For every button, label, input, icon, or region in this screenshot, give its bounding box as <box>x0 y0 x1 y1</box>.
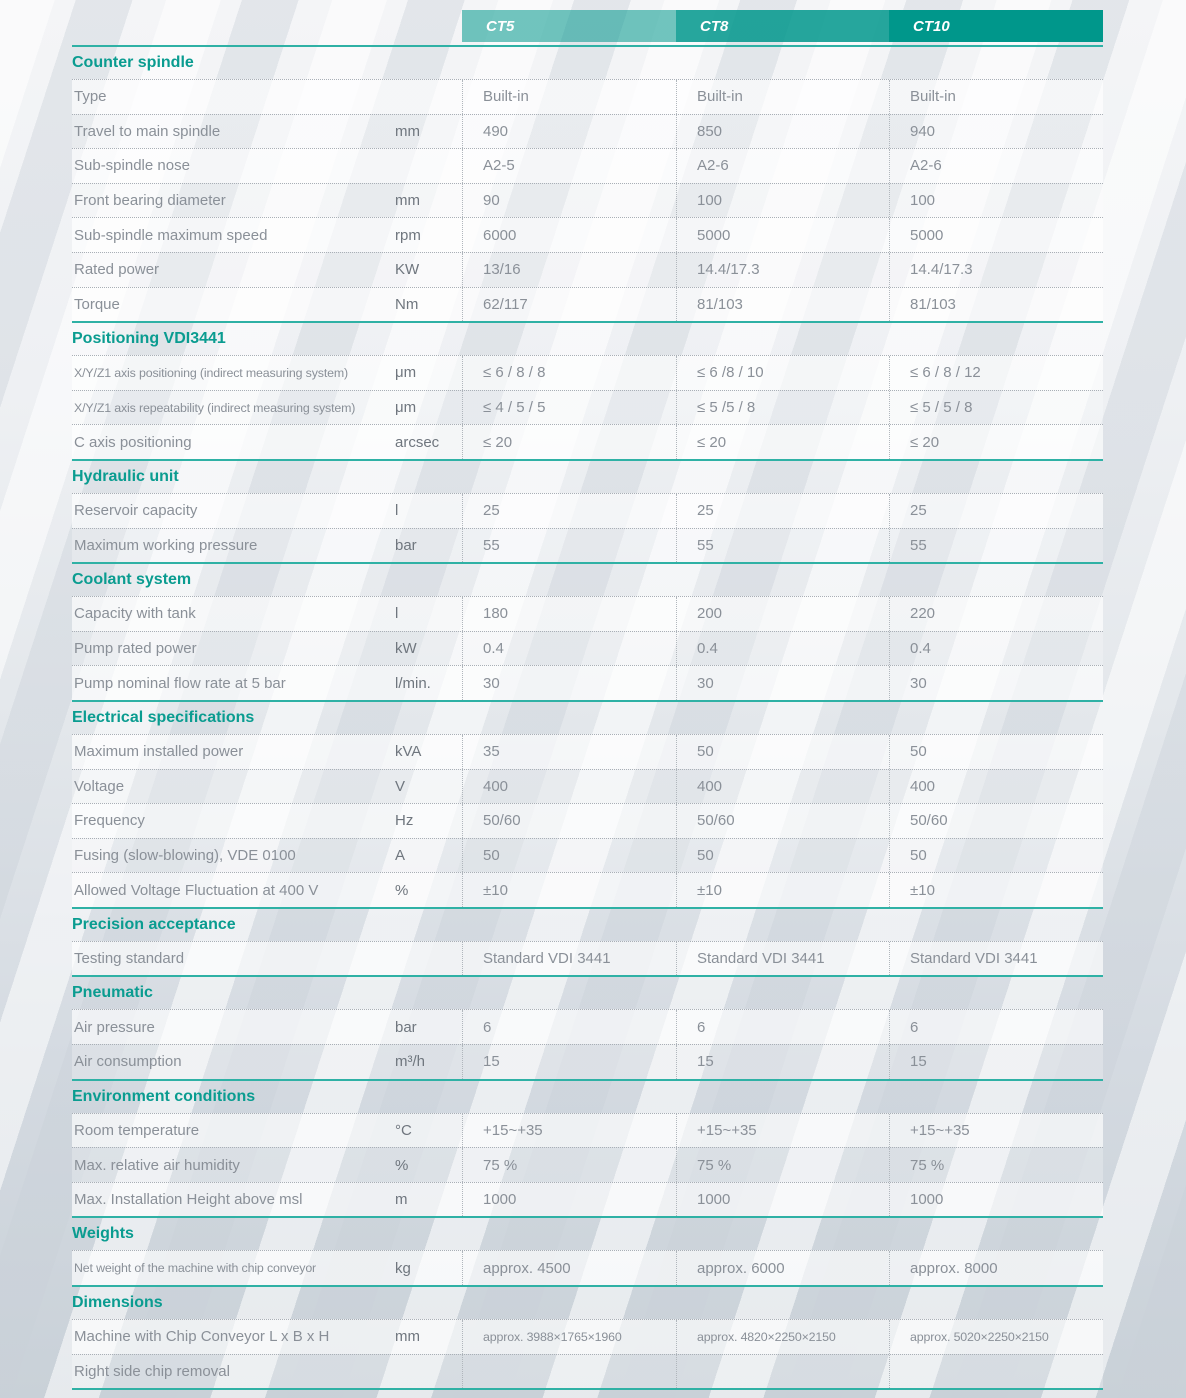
column-header-ct8 <box>676 10 889 42</box>
table-row <box>72 631 1103 666</box>
row-unit: m³/h <box>395 1053 425 1071</box>
row-unit: KW <box>395 261 420 279</box>
table-row <box>72 1319 1103 1354</box>
row-unit: V <box>395 777 406 795</box>
row-value-ct5: approx. 4500 <box>462 1251 676 1285</box>
table-row <box>72 1009 1103 1044</box>
row-unit: mm <box>395 192 420 210</box>
row-value-ct8: 14.4/17.3 <box>676 253 889 287</box>
row-label: Reservoir capacity <box>74 502 198 520</box>
spec-section <box>72 702 1103 909</box>
spec-section <box>72 461 1103 564</box>
row-unit: rpm <box>395 226 421 244</box>
row-value-ct10: ≤ 6 / 8 / 12 <box>889 356 1103 390</box>
row-unit: A <box>395 846 406 864</box>
row-value-ct5: 400 <box>462 770 676 804</box>
row-unit: μm <box>395 364 417 382</box>
row-value-ct5: 50/60 <box>462 804 676 838</box>
row-label: Voltage <box>74 777 125 795</box>
row-value-ct10: 220 <box>889 597 1103 631</box>
row-value-ct8: 30 <box>676 666 889 700</box>
row-label: Max. Installation Height above msl <box>74 1191 303 1209</box>
row-value-ct8: 50/60 <box>676 804 889 838</box>
row-value-ct8: 50 <box>676 839 889 873</box>
row-value-ct8: approx. 6000 <box>676 1251 889 1285</box>
row-value-ct8: 6 <box>676 1010 889 1044</box>
row-unit: l/min. <box>395 674 431 692</box>
column-header-ct10 <box>889 10 1103 42</box>
section-title: Coolant system <box>72 571 192 589</box>
row-value-ct8 <box>676 1355 889 1389</box>
row-value-ct10: 50 <box>889 839 1103 873</box>
row-value-ct5: 1000 <box>462 1183 676 1217</box>
table-row <box>72 390 1103 425</box>
row-value-ct5: ±10 <box>462 873 676 907</box>
row-value-ct10: approx. 5020×2250×2150 <box>889 1320 1103 1354</box>
table-row <box>72 769 1103 804</box>
section-title: Hydraulic unit <box>72 467 179 485</box>
row-value-ct10: 30 <box>889 666 1103 700</box>
row-unit: Hz <box>395 812 414 830</box>
row-label: Pump nominal flow rate at 5 bar <box>74 674 286 692</box>
row-label: Maximum working pressure <box>74 536 258 554</box>
row-label: Air consumption <box>74 1053 182 1071</box>
row-unit: kVA <box>395 743 422 761</box>
row-label: Front bearing diameter <box>74 192 226 210</box>
row-unit <box>395 942 462 976</box>
row-value-ct5: ≤ 20 <box>462 425 676 459</box>
row-value-ct5: 6 <box>462 1010 676 1044</box>
row-unit: l <box>395 605 399 623</box>
spec-section <box>72 47 1103 323</box>
column-header-ct5 <box>462 10 676 42</box>
table-row <box>72 252 1103 287</box>
row-value-ct10: 50/60 <box>889 804 1103 838</box>
row-label: Allowed Voltage Fluctuation at 400 V <box>74 881 319 899</box>
row-value-ct10: 400 <box>889 770 1103 804</box>
row-value-ct10: 100 <box>889 184 1103 218</box>
row-value-ct10: ±10 <box>889 873 1103 907</box>
row-unit: m <box>395 1191 408 1209</box>
row-value-ct10: ≤ 20 <box>889 425 1103 459</box>
row-value-ct10 <box>889 1355 1103 1389</box>
section-title: Precision acceptance <box>72 915 236 933</box>
row-value-ct5: 15 <box>462 1045 676 1079</box>
row-value-ct8: 5000 <box>676 218 889 252</box>
column-header-ct5-label: CT5 <box>486 17 515 35</box>
row-label: X/Y/Z1 axis positioning (indirect measuring system) <box>74 365 349 380</box>
row-unit: kW <box>395 640 417 658</box>
table-row <box>72 596 1103 631</box>
row-value-ct5: ≤ 6 / 8 / 8 <box>462 356 676 390</box>
column-header-ct10-label: CT10 <box>913 17 950 35</box>
table-row <box>72 803 1103 838</box>
spec-section <box>72 323 1103 461</box>
row-label: Air pressure <box>74 1018 155 1036</box>
row-value-ct10: 940 <box>889 115 1103 149</box>
row-value-ct8: 25 <box>676 494 889 528</box>
row-label: Right side chip removal <box>74 1362 230 1380</box>
row-value-ct10: 14.4/17.3 <box>889 253 1103 287</box>
section-title: Pneumatic <box>72 984 153 1002</box>
row-value-ct8: 15 <box>676 1045 889 1079</box>
row-value-ct5: Built-in <box>462 80 676 114</box>
row-value-ct5: 50 <box>462 839 676 873</box>
row-value-ct8: 850 <box>676 115 889 149</box>
row-value-ct10: approx. 8000 <box>889 1251 1103 1285</box>
row-value-ct5: 6000 <box>462 218 676 252</box>
table-row <box>72 838 1103 873</box>
row-value-ct10: 55 <box>889 529 1103 563</box>
row-value-ct5: A2-5 <box>462 149 676 183</box>
row-label: Travel to main spindle <box>74 122 221 140</box>
row-label: Sub-spindle nose <box>74 157 190 175</box>
row-value-ct5: 490 <box>462 115 676 149</box>
row-label: Fusing (slow-blowing), VDE 0100 <box>74 846 296 864</box>
row-unit <box>395 80 462 114</box>
spec-section <box>72 977 1103 1080</box>
row-value-ct8: 55 <box>676 529 889 563</box>
row-value-ct8: Built-in <box>676 80 889 114</box>
spec-section <box>72 909 1103 978</box>
row-value-ct5: 180 <box>462 597 676 631</box>
row-value-ct5: 0.4 <box>462 632 676 666</box>
row-label: Capacity with tank <box>74 605 196 623</box>
table-row <box>72 114 1103 149</box>
row-unit: Nm <box>395 295 419 313</box>
row-value-ct5: ≤ 4 / 5 / 5 <box>462 391 676 425</box>
row-value-ct8: 0.4 <box>676 632 889 666</box>
row-value-ct10: 1000 <box>889 1183 1103 1217</box>
row-value-ct8: 1000 <box>676 1183 889 1217</box>
row-value-ct5: 30 <box>462 666 676 700</box>
row-value-ct8: ≤ 5 /5 / 8 <box>676 391 889 425</box>
row-value-ct8: 81/103 <box>676 288 889 322</box>
row-value-ct5: 25 <box>462 494 676 528</box>
row-label: Maximum installed power <box>74 743 244 761</box>
row-value-ct5: 13/16 <box>462 253 676 287</box>
row-value-ct8: ≤ 20 <box>676 425 889 459</box>
row-label: C axis positioning <box>74 433 192 451</box>
row-value-ct8: 75 % <box>676 1148 889 1182</box>
spec-table <box>72 45 1103 1390</box>
row-value-ct8: ±10 <box>676 873 889 907</box>
row-label: Type <box>74 88 107 106</box>
row-unit: arcsec <box>395 433 440 451</box>
section-title: Positioning VDI3441 <box>72 330 226 348</box>
row-value-ct10: ≤ 5 / 5 / 8 <box>889 391 1103 425</box>
row-value-ct10: 15 <box>889 1045 1103 1079</box>
row-label: Room temperature <box>74 1121 200 1139</box>
spec-section <box>72 564 1103 702</box>
row-value-ct8: +15~+35 <box>676 1114 889 1148</box>
row-value-ct10: Built-in <box>889 80 1103 114</box>
section-title: Electrical specifications <box>72 708 255 726</box>
section-title: Dimensions <box>72 1294 163 1312</box>
row-label: Pump rated power <box>74 640 197 658</box>
table-row <box>72 183 1103 218</box>
table-row <box>72 1113 1103 1148</box>
section-title: Weights <box>72 1225 134 1243</box>
row-value-ct8: Standard VDI 3441 <box>676 942 889 976</box>
table-row <box>72 355 1103 390</box>
row-value-ct5: 55 <box>462 529 676 563</box>
row-unit: % <box>395 881 409 899</box>
table-row <box>72 217 1103 252</box>
spec-section <box>72 1081 1103 1219</box>
table-row <box>72 79 1103 114</box>
table-row <box>72 493 1103 528</box>
row-label: Sub-spindle maximum speed <box>74 226 268 244</box>
row-value-ct10: 5000 <box>889 218 1103 252</box>
row-label: X/Y/Z1 axis repeatability (indirect measuring system) <box>74 400 356 415</box>
row-unit: °C <box>395 1121 412 1139</box>
row-label: Net weight of the machine with chip conveyor <box>74 1261 317 1276</box>
row-value-ct10: 81/103 <box>889 288 1103 322</box>
table-row <box>72 1250 1103 1285</box>
row-value-ct10: Standard VDI 3441 <box>889 942 1103 976</box>
row-unit: bar <box>395 536 417 554</box>
row-unit: mm <box>395 1328 420 1346</box>
row-value-ct8: approx. 4820×2250×2150 <box>676 1320 889 1354</box>
table-row <box>72 941 1103 976</box>
model-header-row <box>462 10 1103 42</box>
row-unit: kg <box>395 1259 411 1277</box>
table-row <box>72 148 1103 183</box>
row-label: Rated power <box>74 261 160 279</box>
row-label: Testing standard <box>74 950 185 968</box>
column-header-ct8-label: CT8 <box>700 17 729 35</box>
row-value-ct5: 90 <box>462 184 676 218</box>
table-row <box>72 734 1103 769</box>
row-value-ct5: 75 % <box>462 1148 676 1182</box>
row-unit: mm <box>395 122 420 140</box>
spec-section <box>72 1287 1103 1390</box>
table-row <box>72 872 1103 907</box>
row-unit: l <box>395 502 399 520</box>
section-title: Counter spindle <box>72 54 194 71</box>
spec-section <box>72 1218 1103 1287</box>
row-value-ct10: +15~+35 <box>889 1114 1103 1148</box>
row-value-ct8: 50 <box>676 735 889 769</box>
row-value-ct8: A2-6 <box>676 149 889 183</box>
row-value-ct5: approx. 3988×1765×1960 <box>462 1320 676 1354</box>
row-value-ct5: 35 <box>462 735 676 769</box>
row-value-ct8: 200 <box>676 597 889 631</box>
table-row <box>72 665 1103 700</box>
row-unit: μm <box>395 399 417 417</box>
row-label: Torque <box>74 295 120 313</box>
table-row <box>72 1044 1103 1079</box>
row-label: Max. relative air humidity <box>74 1156 240 1174</box>
row-value-ct5: +15~+35 <box>462 1114 676 1148</box>
row-label: Frequency <box>74 812 145 830</box>
table-row <box>72 528 1103 563</box>
table-row <box>72 1354 1103 1389</box>
table-row <box>72 1147 1103 1182</box>
row-unit: % <box>395 1156 409 1174</box>
section-title: Environment conditions <box>72 1087 256 1105</box>
row-value-ct10: A2-6 <box>889 149 1103 183</box>
table-row <box>72 1182 1103 1217</box>
row-value-ct5 <box>462 1355 676 1389</box>
row-value-ct8: ≤ 6 /8 / 10 <box>676 356 889 390</box>
table-row <box>72 287 1103 322</box>
table-row <box>72 424 1103 459</box>
row-value-ct5: Standard VDI 3441 <box>462 942 676 976</box>
row-value-ct8: 400 <box>676 770 889 804</box>
row-value-ct10: 50 <box>889 735 1103 769</box>
row-value-ct10: 75 % <box>889 1148 1103 1182</box>
row-label: Machine with Chip Conveyor L x B x H <box>74 1328 330 1346</box>
row-value-ct10: 6 <box>889 1010 1103 1044</box>
row-value-ct10: 25 <box>889 494 1103 528</box>
row-value-ct5: 62/117 <box>462 288 676 322</box>
row-value-ct10: 0.4 <box>889 632 1103 666</box>
row-unit <box>395 1355 462 1389</box>
row-value-ct8: 100 <box>676 184 889 218</box>
row-unit: bar <box>395 1018 417 1036</box>
row-unit <box>395 149 462 183</box>
